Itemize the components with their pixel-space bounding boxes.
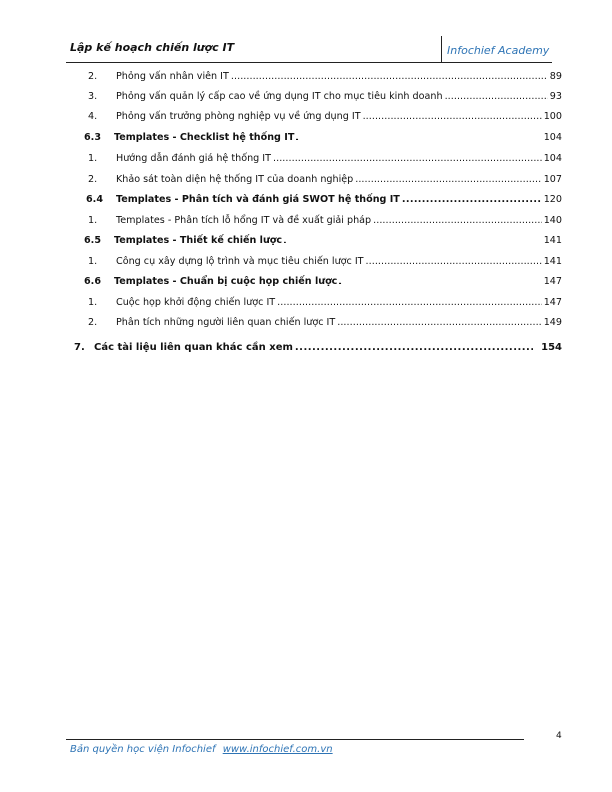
toc-page: 141 xyxy=(543,235,562,246)
header-rule xyxy=(66,62,552,63)
footer-rule xyxy=(66,739,524,740)
toc-number: 1. xyxy=(88,297,98,308)
brand-name: Infochief Academy xyxy=(447,44,550,57)
toc-page: 140 xyxy=(543,215,562,226)
toc-leader xyxy=(355,173,541,187)
toc-label: Templates - Thiết kế chiến lược xyxy=(114,235,283,246)
website-link[interactable]: www.infochief.com.vn xyxy=(222,744,333,755)
toc-entry-interview-dept-heads[interactable] xyxy=(88,110,562,124)
toc-label: Templates - Checklist hệ thống IT xyxy=(114,132,295,143)
toc-number: 2. xyxy=(88,317,98,328)
toc-label: Công cụ xây dựng lộ trình và mục tiêu chiến lược IT xyxy=(116,256,364,267)
toc-number: 4. xyxy=(88,111,98,122)
toc-label: Templates - Phân tích lỗ hổng IT và đề xuất giải pháp xyxy=(116,215,372,226)
toc-page: 104 xyxy=(543,132,562,143)
toc-leader xyxy=(445,90,548,104)
toc-section-6-4[interactable] xyxy=(86,193,562,207)
toc-section-6-5[interactable] xyxy=(84,234,562,248)
toc-label: Các tài liệu liên quan khác cần xem xyxy=(94,342,293,353)
toc-label: Phỏng vấn quản lý cấp cao về ứng dụng IT cho mục tiêu kinh doanh xyxy=(116,91,443,102)
document-title: Lập kế hoạch chiến lược IT xyxy=(70,41,235,54)
toc-leader xyxy=(373,214,542,228)
toc-page: 141 xyxy=(543,256,562,267)
toc-label: Khảo sát toàn diện hệ thống IT của doanh nghiệp xyxy=(116,174,354,185)
footer xyxy=(70,744,333,755)
toc-leader xyxy=(366,255,542,269)
toc-entry-gap-analysis[interactable] xyxy=(88,214,562,228)
toc-label: Phỏng vấn nhân viên IT xyxy=(116,71,229,82)
toc-page: 89 xyxy=(549,71,562,82)
toc-label: Phân tích những người liên quan chiến lược IT xyxy=(116,317,336,328)
toc-leader xyxy=(296,131,541,146)
toc-page: 120 xyxy=(543,194,562,205)
toc-page: 147 xyxy=(543,297,562,308)
toc-leader xyxy=(277,296,542,310)
toc-page: 154 xyxy=(541,342,562,353)
toc-number: 7. xyxy=(74,342,85,353)
toc-leader xyxy=(337,316,541,330)
toc-number: 6.4 xyxy=(86,194,103,205)
toc-number: 2. xyxy=(88,174,98,185)
toc-page: 149 xyxy=(543,317,562,328)
toc-leader xyxy=(295,341,533,355)
page-number: 4 xyxy=(556,731,562,741)
toc-number: 6.3 xyxy=(84,132,101,143)
copyright-text: Bản quyền học viện Infochief xyxy=(70,744,216,755)
toc-section-6-6[interactable] xyxy=(84,275,562,289)
toc-entry-kickoff-meeting[interactable] xyxy=(88,296,562,310)
toc-page: 100 xyxy=(543,111,562,122)
toc-entry-system-survey[interactable] xyxy=(88,173,562,187)
toc-page: 93 xyxy=(549,91,562,102)
toc-leader xyxy=(339,275,541,290)
toc-label: Templates - Phân tích và đánh giá SWOT hệ thống IT xyxy=(116,194,400,205)
header-divider xyxy=(441,36,442,62)
toc-entry-interview-it-staff[interactable] xyxy=(88,70,562,84)
toc-entry-roadmap-tool[interactable] xyxy=(88,255,562,269)
toc-number: 2. xyxy=(88,71,98,82)
toc-page: 147 xyxy=(543,276,562,287)
toc-leader xyxy=(402,193,542,207)
toc-label: Cuộc họp khởi động chiến lược IT xyxy=(116,297,276,308)
toc-chapter-7[interactable] xyxy=(74,341,562,355)
toc-leader xyxy=(284,234,542,249)
toc-label: Templates - Chuẩn bị cuộc họp chiến lược xyxy=(114,276,338,287)
toc-leader xyxy=(273,152,542,166)
toc-page: 104 xyxy=(543,153,562,164)
toc-number: 6.5 xyxy=(84,235,101,246)
toc-page: 107 xyxy=(543,174,562,185)
toc-number: 6.6 xyxy=(84,276,101,287)
toc-label: Phỏng vấn trưởng phòng nghiệp vụ về ứng dụng IT xyxy=(116,111,361,122)
toc-number: 3. xyxy=(88,91,98,102)
toc-label: Hướng dẫn đánh giá hệ thống IT xyxy=(116,153,271,164)
toc-number: 1. xyxy=(88,256,98,267)
toc-number: 1. xyxy=(88,215,98,226)
toc-leader xyxy=(363,110,542,124)
toc-leader xyxy=(231,70,548,84)
toc-section-6-3[interactable] xyxy=(84,131,562,145)
toc-entry-interview-senior-mgmt[interactable] xyxy=(88,90,562,104)
toc-number: 1. xyxy=(88,153,98,164)
toc-entry-stakeholder-analysis[interactable] xyxy=(88,316,562,330)
toc-entry-assessment-guide[interactable] xyxy=(88,152,562,166)
